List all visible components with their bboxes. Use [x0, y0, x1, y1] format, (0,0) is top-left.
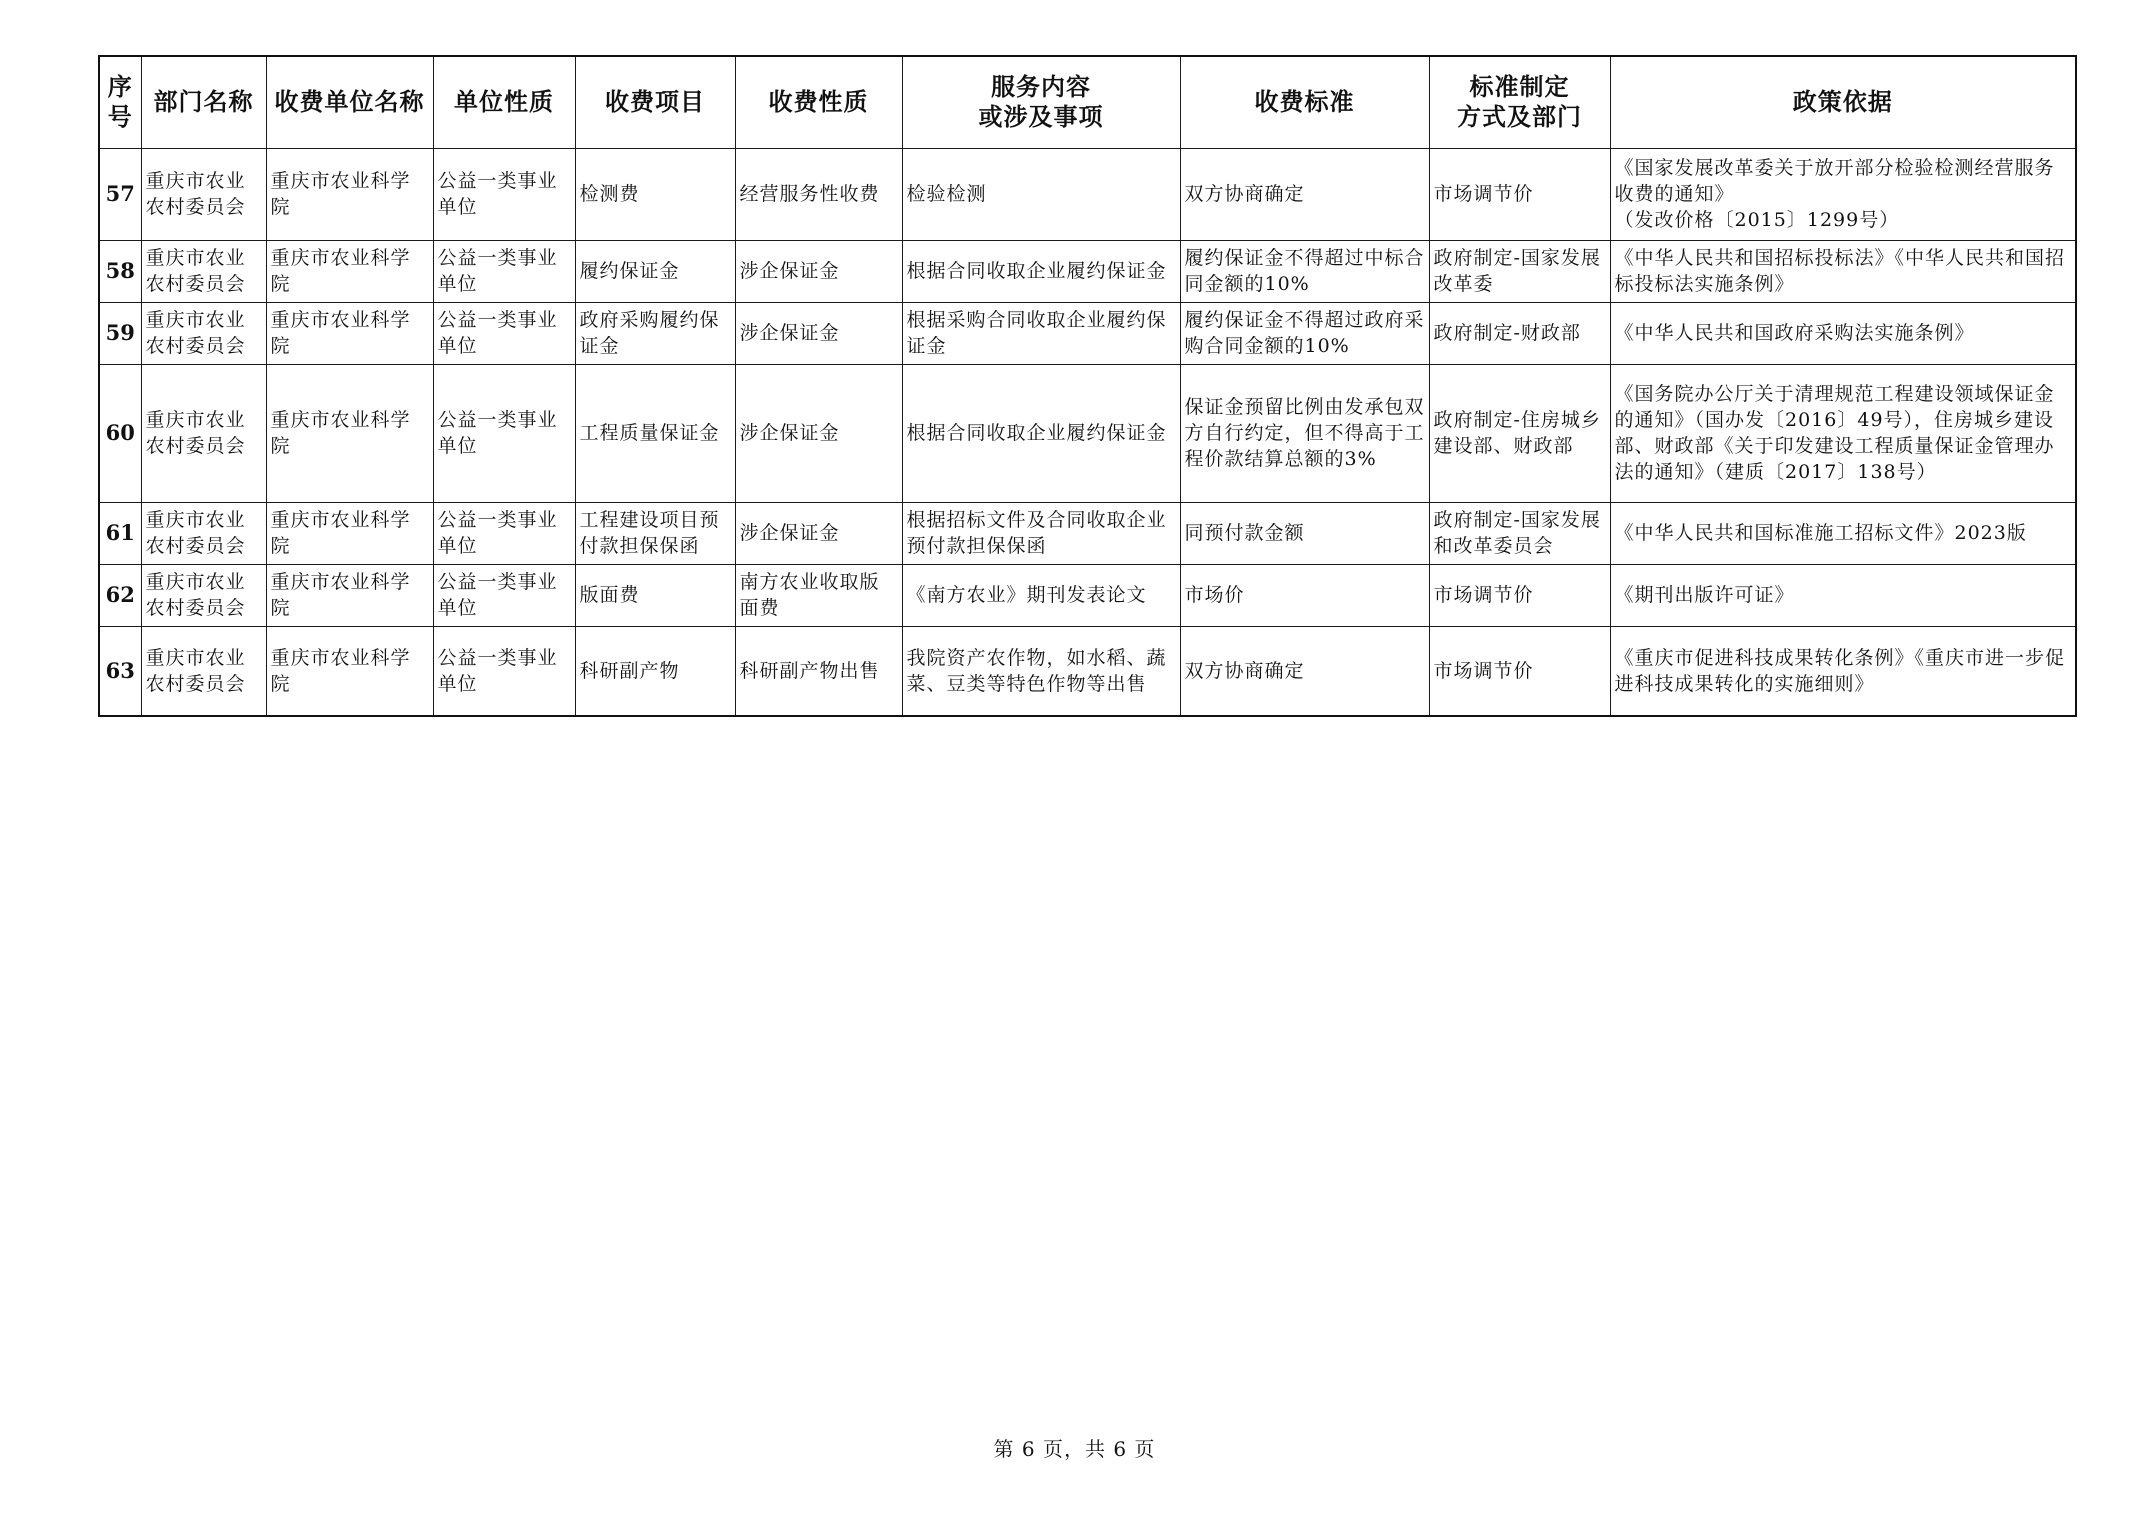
cell-fee-type: 科研副产物出售 — [735, 626, 902, 716]
cell-method: 市场调节价 — [1429, 626, 1610, 716]
header-method — [1429, 56, 1610, 148]
header-standard: 收费标准 — [1180, 56, 1429, 148]
cell-no: 61 — [99, 502, 141, 564]
cell-standard: 双方协商确定 — [1180, 626, 1429, 716]
cell-unit: 重庆市农业科学院 — [266, 364, 433, 502]
table-row — [99, 564, 2076, 626]
cell-fee-type: 涉企保证金 — [735, 502, 902, 564]
header-nature: 单位性质 — [433, 56, 575, 148]
cell-policy: 《重庆市促进科技成果转化条例》《重庆市进一步促进科技成果转化的实施细则》 — [1610, 626, 2076, 716]
cell-item: 版面费 — [575, 564, 735, 626]
cell-unit: 重庆市农业科学院 — [266, 626, 433, 716]
cell-method: 政府制定-国家发展改革委 — [1429, 240, 1610, 302]
cell-standard: 同预付款金额 — [1180, 502, 1429, 564]
header-seq-line1: 序 — [107, 73, 133, 102]
cell-method: 市场调节价 — [1429, 148, 1610, 240]
cell-unit: 重庆市农业科学院 — [266, 564, 433, 626]
cell-nature: 公益一类事业单位 — [433, 364, 575, 502]
table-row — [99, 148, 2076, 240]
cell-policy-line1: 《国家发展改革委关于放开部分检验检测经营服务收费的通知》 — [1614, 157, 2055, 205]
cell-nature: 公益一类事业单位 — [433, 302, 575, 364]
cell-nature: 公益一类事业单位 — [433, 626, 575, 716]
cell-standard: 保证金预留比例由发承包双方自行约定，但不得高于工程价款结算总额的3% — [1180, 364, 1429, 502]
table-row — [99, 302, 2076, 364]
cell-policy-line2: （发改价格〔2015〕1299号） — [1614, 209, 1900, 231]
header-unit: 收费单位名称 — [266, 56, 433, 148]
cell-dept: 重庆市农业农村委员会 — [141, 302, 266, 364]
header-method-line1: 标准制定 — [1469, 73, 1570, 102]
cell-item: 科研副产物 — [575, 626, 735, 716]
cell-standard: 履约保证金不得超过中标合同金额的10% — [1180, 240, 1429, 302]
cell-method: 政府制定-财政部 — [1429, 302, 1610, 364]
header-fee-type: 收费性质 — [735, 56, 902, 148]
cell-dept: 重庆市农业农村委员会 — [141, 502, 266, 564]
cell-method: 政府制定-国家发展和改革委员会 — [1429, 502, 1610, 564]
cell-policy: 《国务院办公厅关于清理规范工程建设领域保证金的通知》（国办发〔2016〕49号），住房城乡建设部、财政部《关于印发建设工程质量保证金管理办法的通知》（建质〔2017〕138号） — [1610, 364, 2076, 502]
cell-dept: 重庆市农业农村委员会 — [141, 626, 266, 716]
header-item: 收费项目 — [575, 56, 735, 148]
cell-service: 检验检测 — [902, 148, 1180, 240]
cell-policy: 《中华人民共和国标准施工招标文件》2023版 — [1610, 502, 2076, 564]
cell-unit: 重庆市农业科学院 — [266, 502, 433, 564]
cell-dept: 重庆市农业农村委员会 — [141, 564, 266, 626]
table-row — [99, 240, 2076, 302]
header-row — [99, 56, 2076, 148]
cell-fee-type: 涉企保证金 — [735, 364, 902, 502]
cell-standard: 市场价 — [1180, 564, 1429, 626]
cell-unit: 重庆市农业科学院 — [266, 148, 433, 240]
table-row — [99, 626, 2076, 716]
header-service — [902, 56, 1180, 148]
cell-no: 59 — [99, 302, 141, 364]
cell-dept: 重庆市农业农村委员会 — [141, 364, 266, 502]
cell-service: 根据招标文件及合同收取企业预付款担保保函 — [902, 502, 1180, 564]
cell-no: 63 — [99, 626, 141, 716]
cell-item: 工程质量保证金 — [575, 364, 735, 502]
cell-standard: 双方协商确定 — [1180, 148, 1429, 240]
cell-policy: 《中华人民共和国招标投标法》《中华人民共和国招标投标法实施条例》 — [1610, 240, 2076, 302]
cell-dept: 重庆市农业农村委员会 — [141, 240, 266, 302]
fee-table — [98, 55, 2077, 717]
header-seq-line2: 号 — [107, 103, 133, 132]
cell-unit: 重庆市农业科学院 — [266, 302, 433, 364]
cell-service: 《南方农业》期刊发表论文 — [902, 564, 1180, 626]
cell-policy: 《中华人民共和国政府采购法实施条例》 — [1610, 302, 2076, 364]
table-row — [99, 502, 2076, 564]
cell-no: 57 — [99, 148, 141, 240]
cell-method: 政府制定-住房城乡建设部、财政部 — [1429, 364, 1610, 502]
cell-standard: 履约保证金不得超过政府采购合同金额的10% — [1180, 302, 1429, 364]
cell-item: 履约保证金 — [575, 240, 735, 302]
cell-service: 根据合同收取企业履约保证金 — [902, 240, 1180, 302]
cell-no: 60 — [99, 364, 141, 502]
cell-item: 政府采购履约保证金 — [575, 302, 735, 364]
cell-fee-type: 涉企保证金 — [735, 302, 902, 364]
cell-service: 根据合同收取企业履约保证金 — [902, 364, 1180, 502]
header-method-line2: 方式及部门 — [1457, 103, 1582, 132]
cell-nature: 公益一类事业单位 — [433, 148, 575, 240]
cell-policy: 《期刊出版许可证》 — [1610, 564, 2076, 626]
cell-service: 根据采购合同收取企业履约保证金 — [902, 302, 1180, 364]
cell-fee-type: 经营服务性收费 — [735, 148, 902, 240]
cell-no: 62 — [99, 564, 141, 626]
cell-fee-type: 涉企保证金 — [735, 240, 902, 302]
header-seq — [99, 56, 141, 148]
header-service-line1: 服务内容 — [991, 73, 1091, 102]
header-service-line2: 或涉及事项 — [978, 103, 1104, 132]
cell-fee-type: 南方农业收取版面费 — [735, 564, 902, 626]
cell-unit: 重庆市农业科学院 — [266, 240, 433, 302]
header-policy: 政策依据 — [1610, 56, 2076, 148]
cell-nature: 公益一类事业单位 — [433, 502, 575, 564]
header-dept: 部门名称 — [141, 56, 266, 148]
cell-no: 58 — [99, 240, 141, 302]
cell-item: 工程建设项目预付款担保保函 — [575, 502, 735, 564]
cell-item: 检测费 — [575, 148, 735, 240]
cell-method: 市场调节价 — [1429, 564, 1610, 626]
cell-dept: 重庆市农业农村委员会 — [141, 148, 266, 240]
table-row — [99, 364, 2076, 502]
cell-nature: 公益一类事业单位 — [433, 240, 575, 302]
cell-service: 我院资产农作物，如水稻、蔬菜、豆类等特色作物等出售 — [902, 626, 1180, 716]
page-footer: 第 6 页，共 6 页 — [993, 1437, 1156, 1461]
cell-policy — [1610, 148, 2076, 240]
cell-nature: 公益一类事业单位 — [433, 564, 575, 626]
